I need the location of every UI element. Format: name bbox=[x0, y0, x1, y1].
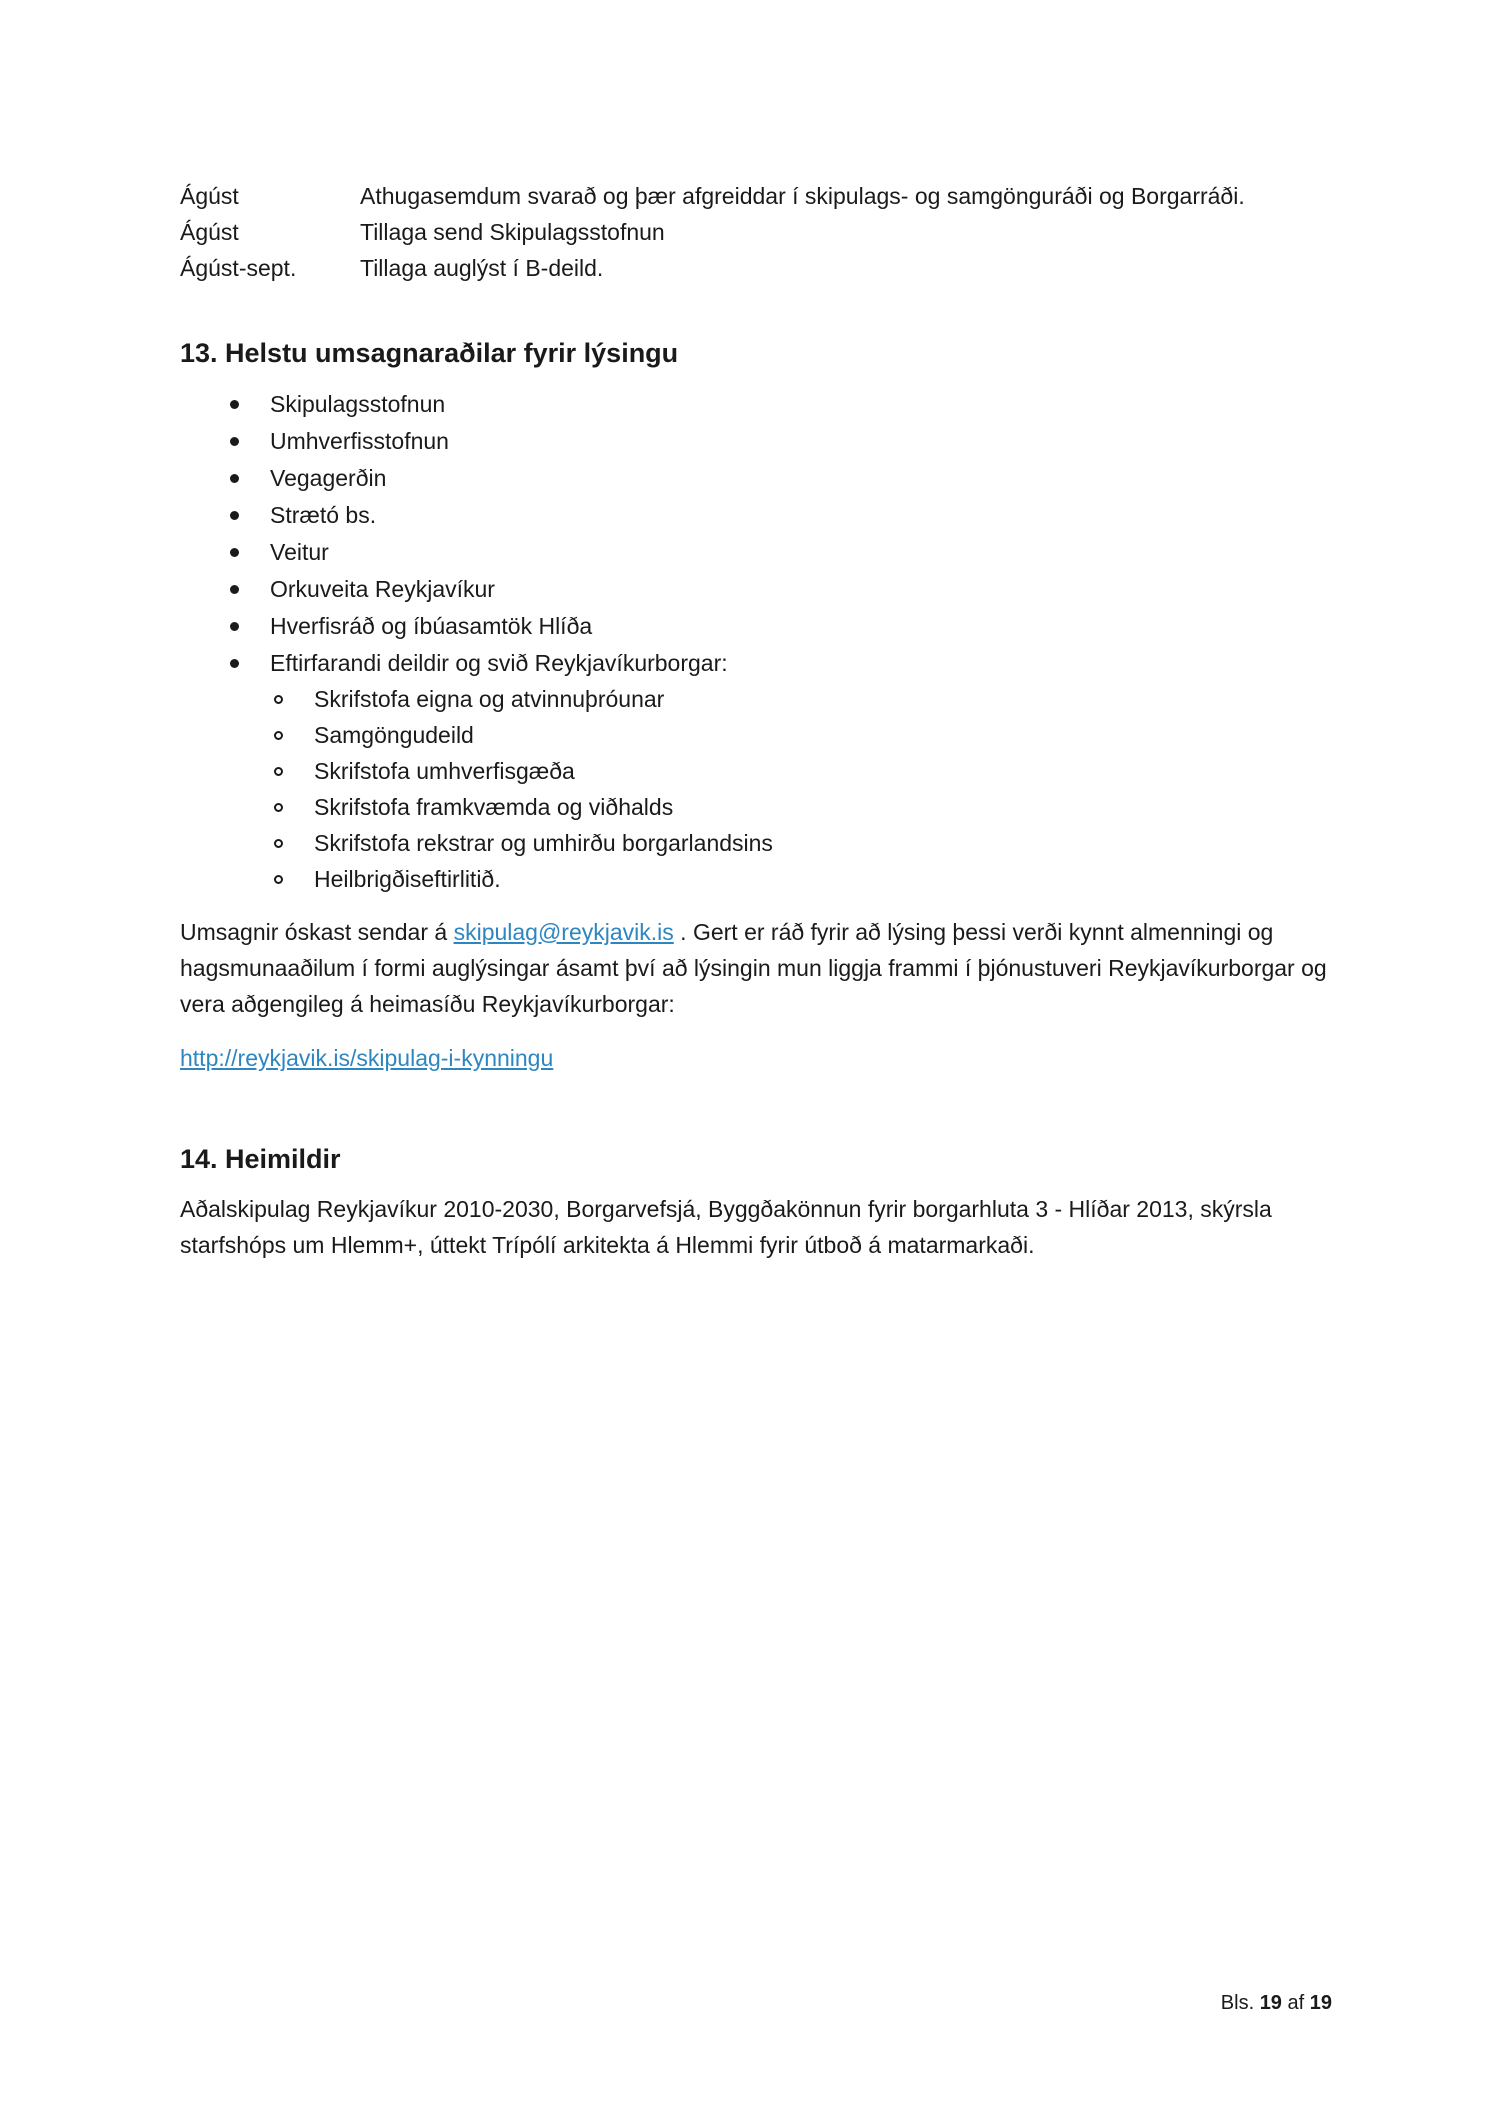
schedule-row bbox=[180, 178, 1330, 214]
bullet-icon bbox=[230, 622, 239, 631]
page-number-separator: af bbox=[1287, 1992, 1305, 2014]
paragraph-text: Umsagnir óskast sendar á bbox=[180, 918, 454, 945]
sublist-item bbox=[270, 682, 1330, 718]
list-item-label: Skipulagsstofnun bbox=[270, 390, 446, 417]
list-item bbox=[230, 571, 1330, 608]
circle-bullet-icon bbox=[274, 839, 283, 848]
sublist-item bbox=[270, 718, 1330, 754]
list-item-label: Orkuveita Reykjavíkur bbox=[270, 575, 495, 602]
circle-bullet-icon bbox=[274, 731, 283, 740]
sublist-item-label: Skrifstofa umhverfisgæða bbox=[314, 758, 575, 785]
schedule-what: Athugasemdum svarað og þær afgreiddar í skipulags- og samgönguráði og Borgarráði. bbox=[360, 182, 1245, 209]
schedule-when: Ágúst bbox=[180, 182, 239, 209]
sublist-item bbox=[270, 862, 1330, 898]
list-item bbox=[230, 386, 1330, 423]
sources-paragraph: Aðalskipulag Reykjavíkur 2010-2030, Borgarvefsjá, Byggðakönnun fyrir borgarhluta 3 - Hlíðar 2013, skýrsla starfshóps um Hlemm+, úttekt Trípólí arkitekta á Hlemmi fyrir útboð á matarmarkaði. bbox=[180, 1196, 1272, 1259]
list-item bbox=[230, 460, 1330, 497]
paragraph-text: . Gert er ráð fyrir að lýsing þessi verði kynnt almenningi og hagsmunaaðilum í formi auglýsingar ásamt því að lýsingin mun liggja frammi í þjónustuveri Reykjavíkurborgar og vera aðgengileg á heimasíðu Reykjavíkurborgar: bbox=[180, 918, 1327, 1017]
sublist-item bbox=[270, 790, 1330, 826]
list-item bbox=[230, 497, 1330, 534]
sublist-item-label: Heilbrigðiseftirlitið. bbox=[314, 866, 501, 893]
bullet-icon bbox=[230, 659, 239, 668]
sublist-item-label: Skrifstofa framkvæmda og viðhalds bbox=[314, 794, 674, 821]
schedule-row bbox=[180, 214, 1330, 250]
departments-sublist bbox=[270, 682, 1330, 898]
sublist-item-label: Samgöngudeild bbox=[314, 722, 474, 749]
website-link[interactable]: http://reykjavik.is/skipulag-i-kynningu bbox=[180, 1044, 554, 1071]
list-item bbox=[230, 608, 1330, 645]
schedule-table bbox=[180, 178, 1330, 286]
circle-bullet-icon bbox=[274, 767, 283, 776]
reviewers-list bbox=[180, 386, 1330, 898]
current-page: 19 bbox=[1259, 1992, 1282, 2014]
section-14-heading: 14. Heimildir bbox=[180, 1143, 341, 1174]
bullet-icon bbox=[230, 511, 239, 520]
schedule-what: Tillaga send Skipulagsstofnun bbox=[360, 218, 665, 245]
email-link[interactable]: skipulag@reykjavik.is bbox=[453, 918, 674, 945]
list-item bbox=[230, 645, 1330, 898]
schedule-what: Tillaga auglýst í B-deild. bbox=[360, 254, 604, 281]
comments-paragraph bbox=[180, 914, 1330, 1022]
sublist-item bbox=[270, 754, 1330, 790]
total-pages: 19 bbox=[1309, 1992, 1332, 2014]
list-item-label: Eftirfarandi deildir og svið Reykjavíkurborgar: bbox=[270, 649, 728, 676]
list-item-label: Veitur bbox=[270, 538, 329, 565]
bullet-icon bbox=[230, 400, 239, 409]
schedule-when: Ágúst bbox=[180, 218, 239, 245]
sublist-item-label: Skrifstofa eigna og atvinnuþróunar bbox=[314, 686, 665, 713]
list-item-label: Umhverfisstofnun bbox=[270, 427, 449, 454]
bullet-icon bbox=[230, 474, 239, 483]
circle-bullet-icon bbox=[274, 875, 283, 884]
bullet-icon bbox=[230, 437, 239, 446]
bullet-icon bbox=[230, 548, 239, 557]
circle-bullet-icon bbox=[274, 803, 283, 812]
section-13-heading: 13. Helstu umsagnaraðilar fyrir lýsingu bbox=[180, 338, 679, 368]
page-number bbox=[1221, 1990, 1332, 2016]
bullet-icon bbox=[230, 585, 239, 594]
schedule-row bbox=[180, 250, 1330, 286]
schedule-when: Ágúst-sept. bbox=[180, 254, 297, 281]
list-item-label: Vegagerðin bbox=[270, 464, 387, 491]
page-number-prefix: Bls. bbox=[1220, 1992, 1255, 2014]
url-line bbox=[180, 1040, 1330, 1076]
sublist-item bbox=[270, 826, 1330, 862]
circle-bullet-icon bbox=[274, 695, 283, 704]
list-item-label: Hverfisráð og íbúasamtök Hlíða bbox=[270, 612, 593, 639]
sublist-item-label: Skrifstofa rekstrar og umhirðu borgarlandsins bbox=[314, 830, 773, 857]
list-item bbox=[230, 534, 1330, 571]
list-item-label: Strætó bs. bbox=[270, 501, 377, 528]
page-content bbox=[180, 178, 1330, 1263]
list-item bbox=[230, 423, 1330, 460]
